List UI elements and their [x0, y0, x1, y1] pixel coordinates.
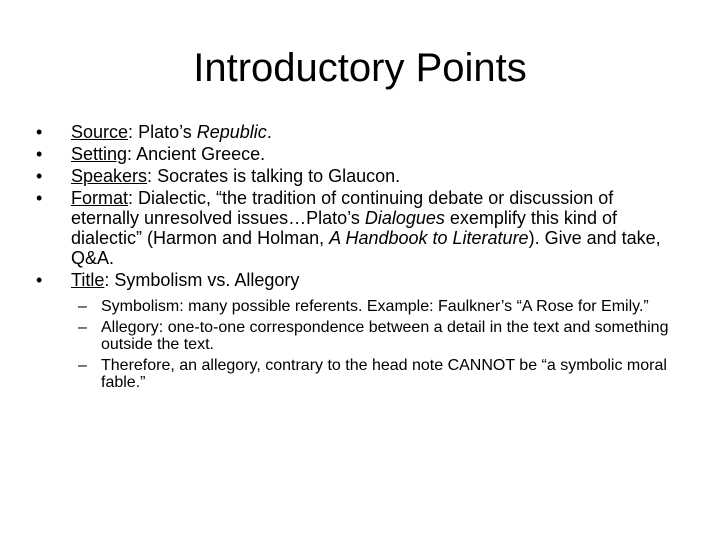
bullet-label: Format — [71, 188, 129, 208]
italic-title: Republic — [196, 122, 267, 142]
bullet-separator: : — [128, 122, 139, 142]
bullet-text: . — [266, 122, 272, 142]
italic-title: A Handbook to Literature — [329, 228, 529, 248]
sub-bullet-symbolism — [36, 298, 686, 315]
bullet-text: Symbolism vs. Allegory — [114, 270, 300, 290]
bullet-label: Source — [71, 122, 129, 142]
bullet-setting — [36, 144, 686, 164]
bullet-text: Dialectic, “the tradition of continuing debate or discussion of eternally unresolved issues…Plato’s — [71, 188, 614, 228]
bullet-separator: : — [104, 270, 115, 290]
bullet-label: Speakers — [71, 166, 148, 186]
sub-bullet-text: Symbolism: many possible referents. Example: Faulkner’s “A Rose for Emily.” — [101, 298, 649, 315]
dash-icon: – — [78, 357, 87, 374]
bullet-label: Setting — [71, 144, 128, 164]
sub-bullet-therefore — [36, 357, 686, 391]
bullet-title — [36, 270, 686, 290]
sub-bullet-text: Therefore, an allegory, contrary to the head note CANNOT be “a symbolic moral fable.” — [101, 357, 667, 391]
bullet-separator: : — [147, 166, 158, 186]
bullet-icon: • — [36, 144, 43, 164]
bullet-icon: • — [36, 270, 43, 290]
dash-icon: – — [78, 298, 87, 315]
bullet-separator: : — [127, 144, 137, 164]
bullet-text: Socrates is talking to Glaucon. — [157, 166, 401, 186]
bullet-label: Title — [71, 270, 105, 290]
bullet-text: ). Give and take, Q&A. — [71, 228, 661, 268]
sub-bullet-text: Allegory: one-to-one correspondence between a detail in the text and something outside the text. — [101, 319, 669, 353]
bullet-list — [36, 122, 686, 395]
italic-title: Dialogues — [364, 208, 445, 228]
bullet-text: Plato’s — [138, 122, 197, 142]
bullet-icon: • — [36, 188, 43, 208]
bullet-format — [36, 188, 686, 268]
bullet-text: exemplify this kind of dialectic” (Harmon and Holman, — [71, 208, 617, 248]
slide-title: Introductory Points — [193, 46, 527, 90]
bullet-icon: • — [36, 166, 43, 186]
sub-bullet-list — [36, 298, 686, 391]
bullet-speakers — [36, 166, 686, 186]
bullet-text: Ancient Greece. — [136, 144, 266, 164]
bullet-separator: : — [128, 188, 139, 208]
bullet-icon: • — [36, 122, 43, 142]
sub-bullet-allegory — [36, 319, 686, 353]
bullet-source — [36, 122, 686, 142]
dash-icon: – — [78, 319, 87, 336]
